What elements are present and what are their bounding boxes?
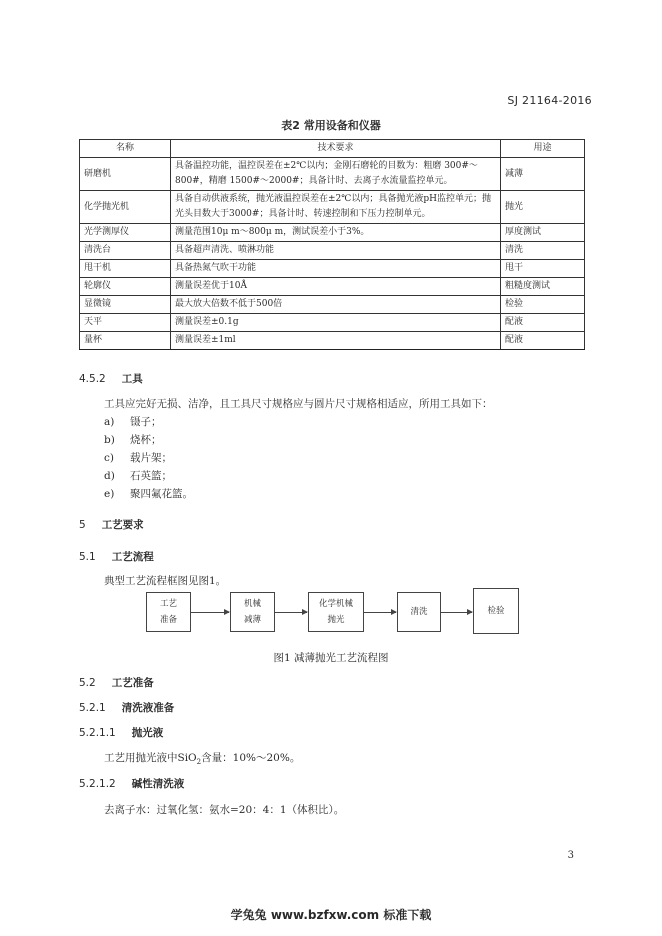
subscript: 2 — [196, 758, 202, 767]
list-item — [104, 468, 172, 483]
list-text: 载片架； — [130, 452, 172, 464]
list-label: a) — [104, 416, 115, 428]
list-text: 镊子； — [130, 416, 162, 428]
flow-arrow — [191, 612, 229, 613]
cell-name: 研磨机 — [80, 158, 171, 191]
cell-name: 显微镜 — [80, 296, 171, 314]
header-name: 名称 — [80, 140, 171, 158]
standard-code: SJ 21164-2016 — [507, 94, 592, 107]
cell-name: 光学测厚仪 — [80, 224, 171, 242]
section-number: 5.2 — [79, 677, 96, 689]
section-5-2-1-2-heading — [79, 776, 184, 791]
flow-box-line: 化学机械 — [318, 599, 353, 609]
flow-box-preparation — [146, 592, 191, 632]
header-use: 用途 — [501, 140, 585, 158]
cell-use: 粗糙度测试 — [501, 278, 585, 296]
section-title: 清洗液准备 — [121, 702, 175, 714]
table-row — [80, 260, 585, 278]
flow-box-mechanical-thinning — [230, 592, 275, 632]
list-label: c) — [104, 452, 114, 464]
section-number: 4.5.2 — [79, 373, 106, 385]
list-item — [104, 486, 193, 501]
figure-caption: 图1 减薄抛光工艺流程图 — [273, 652, 389, 664]
cell-use: 减薄 — [501, 158, 585, 191]
list-label: b) — [104, 434, 115, 446]
table-header-row — [80, 140, 585, 158]
flow-box-line: 准备 — [159, 615, 177, 625]
section-number: 5.1 — [79, 551, 96, 563]
section-number: 5 — [79, 519, 86, 531]
cell-requirement: 测量误差优于10Å — [171, 278, 501, 296]
section-title: 工具 — [121, 373, 143, 385]
tools-intro: 工具应完好无损、洁净，且工具尺寸规格应与圆片尺寸规格相适应，所用工具如下： — [104, 398, 493, 410]
cell-name: 量杯 — [80, 332, 171, 350]
polishing-solution-text — [104, 750, 300, 766]
section-title: 碱性清洗液 — [131, 778, 185, 790]
cell-use: 甩干 — [501, 260, 585, 278]
cell-requirement: 最大放大倍数不低于500倍 — [171, 296, 501, 314]
section-number: 5.2.1.1 — [79, 727, 116, 739]
cell-use: 抛光 — [501, 191, 585, 224]
section-title: 工艺准备 — [111, 677, 154, 689]
header-requirement: 技术要求 — [171, 140, 501, 158]
cell-name: 天平 — [80, 314, 171, 332]
equipment-table — [79, 139, 585, 350]
list-text: 石英篮； — [130, 470, 172, 482]
flow-arrow — [441, 612, 472, 613]
section-title: 工艺要求 — [101, 519, 144, 531]
flow-box-line: 机械 — [243, 599, 261, 609]
section-5-2-1-1-heading — [79, 725, 163, 740]
cell-requirement: 具备超声清洗、喷淋功能 — [171, 242, 501, 260]
flow-box-line: 工艺 — [159, 599, 177, 609]
list-item — [104, 432, 162, 447]
cell-use: 配液 — [501, 314, 585, 332]
list-item — [104, 414, 162, 429]
section-title: 工艺流程 — [111, 551, 154, 563]
section-5-1-heading — [79, 549, 154, 564]
cell-requirement: 具备温控功能，温控误差在±2℃以内；金刚石磨轮的目数为：粗磨 300#～800#，精磨 1500#～2000#；具备计时、去离子水流量监控单元。 — [171, 158, 501, 191]
cell-name: 清洗台 — [80, 242, 171, 260]
cell-use: 配液 — [501, 332, 585, 350]
flow-arrow — [275, 612, 307, 613]
flow-box-line: 减薄 — [243, 615, 261, 625]
cell-name: 轮廓仪 — [80, 278, 171, 296]
section-5-2-1-heading — [79, 700, 174, 715]
section-5-heading — [79, 517, 144, 532]
table-row — [80, 332, 585, 350]
list-text: 烧杯； — [130, 434, 162, 446]
list-label: d) — [104, 470, 115, 482]
cell-requirement: 测量误差±0.1g — [171, 314, 501, 332]
cell-use: 厚度测试 — [501, 224, 585, 242]
page-number: 3 — [567, 850, 574, 861]
text-part: 工艺用抛光液中SiO — [104, 752, 197, 764]
flow-box-line: 抛光 — [327, 615, 345, 625]
list-item — [104, 450, 172, 465]
table-row — [80, 314, 585, 332]
table-row — [80, 278, 585, 296]
flow-arrow — [364, 612, 396, 613]
flow-intro: 典型工艺流程框图见图1。 — [104, 575, 227, 587]
table-row — [80, 296, 585, 314]
table-title: 表2 常用设备和仪器 — [281, 119, 381, 132]
section-5-2-heading — [79, 675, 154, 690]
cell-name: 化学抛光机 — [80, 191, 171, 224]
text-part: 含量：10%～20%。 — [201, 752, 301, 764]
flow-box-inspection — [473, 588, 519, 634]
flow-box-cleaning — [397, 592, 441, 632]
cell-requirement: 具备热氮气吹干功能 — [171, 260, 501, 278]
flow-box-line: 清洗 — [410, 607, 428, 617]
cell-requirement: 测量范围10μ m～800μ m，测试误差小于3%。 — [171, 224, 501, 242]
cell-requirement: 具备自动供液系统，抛光液温控误差在±2℃以内；具备抛光液pH监控单元；抛光头目数大于3000#；具备计时、转速控制和下压力控制单元。 — [171, 191, 501, 224]
cell-use: 清洗 — [501, 242, 585, 260]
table-row — [80, 242, 585, 260]
table-row — [80, 224, 585, 242]
cell-name: 甩干机 — [80, 260, 171, 278]
list-label: e) — [104, 488, 115, 500]
section-title: 抛光液 — [131, 727, 164, 739]
section-number: 5.2.1 — [79, 702, 106, 714]
flow-box-line: 检验 — [487, 606, 505, 616]
flow-box-cmp — [308, 592, 364, 632]
cell-use: 检验 — [501, 296, 585, 314]
section-4-5-2-heading — [79, 371, 143, 386]
cell-requirement: 测量误差±1ml — [171, 332, 501, 350]
list-text: 聚四氟花篮。 — [130, 488, 193, 500]
footer-watermark-text: 学兔兔 www.bzfxw.com 标准下载 — [230, 908, 432, 922]
section-number: 5.2.1.2 — [79, 778, 116, 790]
table-row — [80, 191, 585, 224]
alkaline-solution-text: 去离子水：过氧化氢：氨水=20：4：1（体积比）。 — [104, 804, 345, 816]
table-row — [80, 158, 585, 191]
